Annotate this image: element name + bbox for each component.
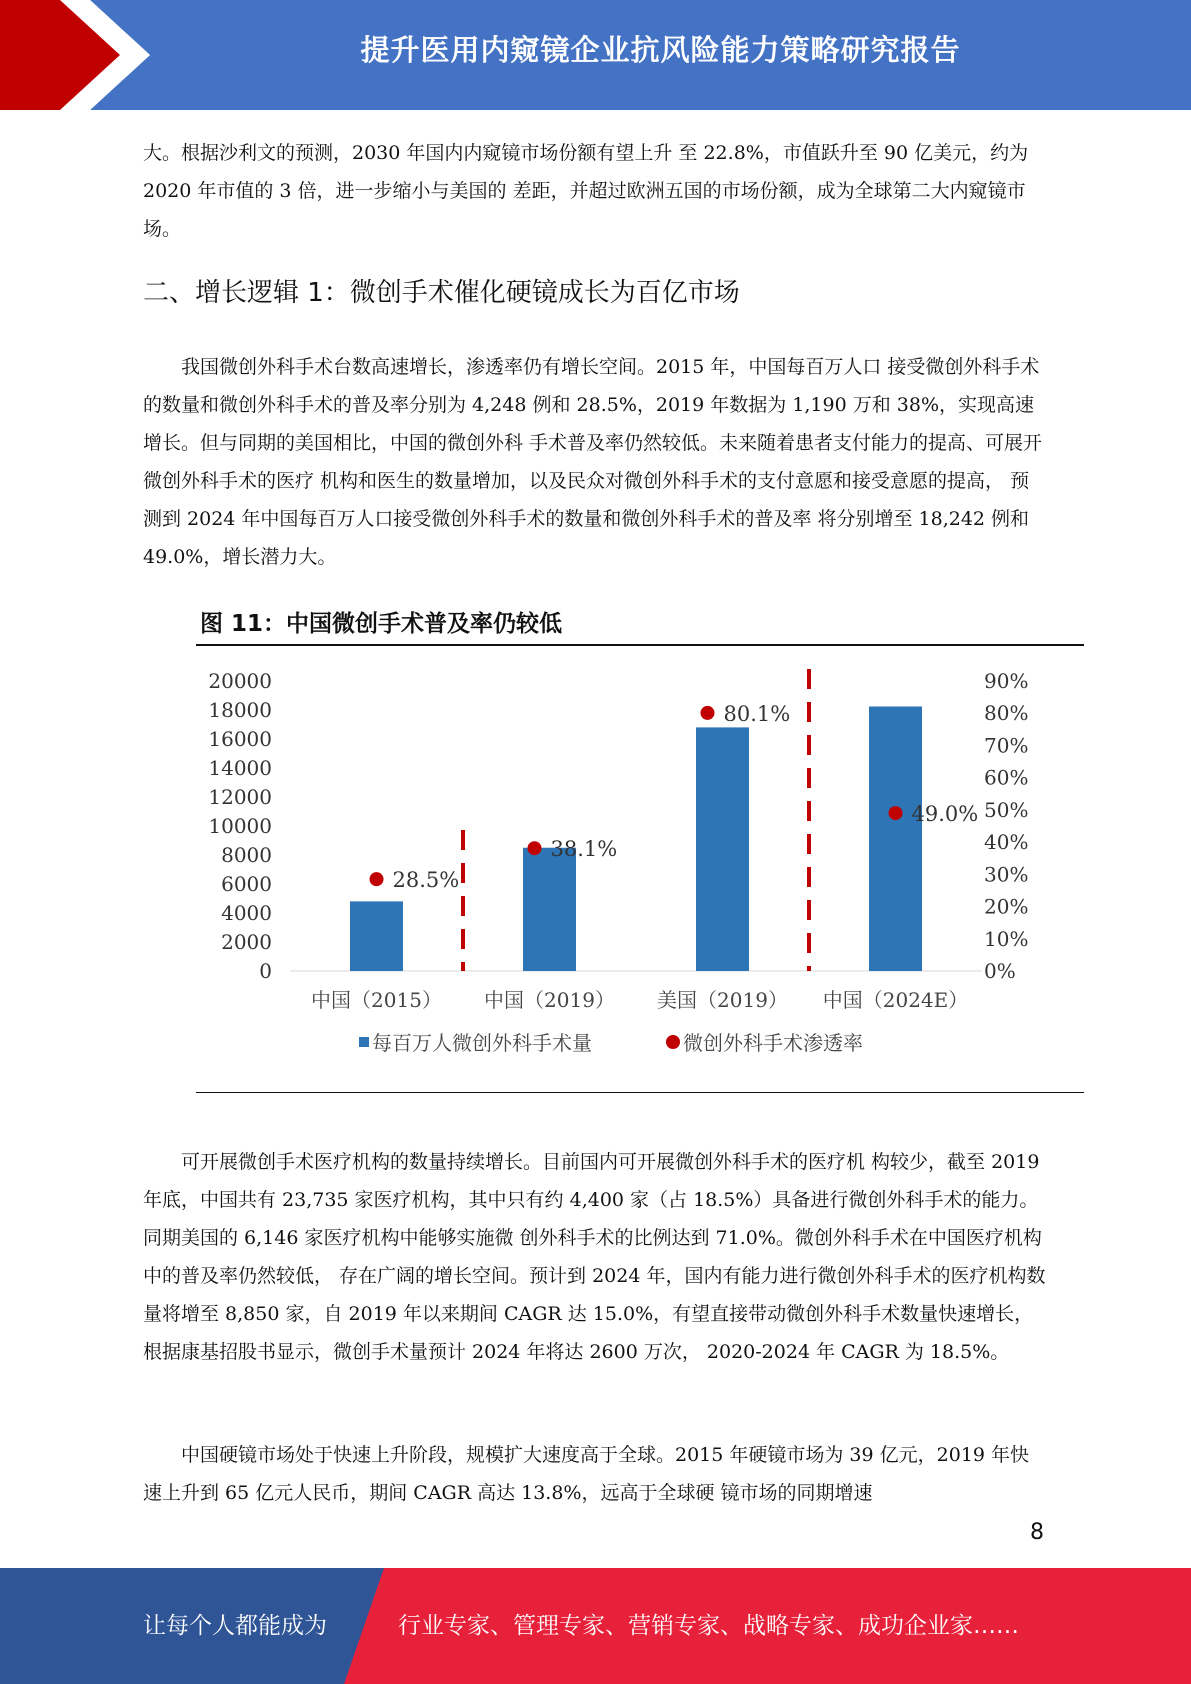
page-number: 8 — [1030, 1520, 1044, 1545]
penetration-point — [528, 841, 542, 855]
y2-tick-label: 20% — [984, 894, 1029, 919]
y2-tick-label: 0% — [984, 959, 1016, 983]
data-label: 80.1% — [723, 701, 791, 726]
y-tick-label: 6000 — [221, 872, 272, 896]
y-tick-label: 10000 — [208, 814, 272, 838]
legend-label: 微创外科手术渗透率 — [683, 1031, 863, 1055]
y-tick-label: 12000 — [208, 785, 272, 809]
figure-bottom-rule — [196, 1092, 1084, 1093]
paragraph-2: 我国微创外科手术台数高速增长，渗透率仍有增长空间。2015 年，中国每百万人口 接受微创外科手术的数量和微创外科手术的普及率分别为 4,248 例和 28.5%，2019 年数据为 1,190 万和 38%，实现高速增长。但与同期的美国相比，中国的微创外科 手术普及率仍然较低。未来随着患者支付能力的提高、可展开微创外科手术的医疗 机构和医生的数量增加，以及民众对微创外科手术的支付意愿和接受意愿的提高， 预测到 2024 年中国每百万人口接受微创外科手术的数量和微创外科手术的普及率 将分别增至 18,242 例和 49.0%，增长潜力大。 — [143, 356, 1043, 568]
y2-tick-label: 70% — [984, 733, 1029, 758]
x-tick-label: 中国（2019） — [484, 988, 615, 1012]
bar — [350, 901, 403, 971]
y2-tick-label: 40% — [984, 830, 1029, 855]
page-header — [0, 0, 1191, 110]
y-tick-label: 16000 — [208, 727, 272, 751]
data-label: 28.5% — [392, 868, 460, 893]
page-footer — [0, 1568, 1191, 1684]
paragraph-4: 中国硬镜市场处于快速上升阶段，规模扩大速度高于全球。2015 年硬镜市场为 39 亿元，2019 年快速上升到 65 亿元人民币，期间 CAGR 高达 13.8%，远高于全球硬 镜市场的同期增速 — [143, 1444, 1030, 1504]
y2-tick-label: 80% — [984, 701, 1029, 726]
penetration-point — [370, 872, 384, 886]
y-tick-label: 0 — [259, 959, 272, 983]
x-tick-label: 中国（2015） — [311, 988, 442, 1012]
y-tick-label: 8000 — [221, 843, 272, 867]
y-tick-label: 18000 — [208, 698, 272, 722]
bar — [869, 706, 922, 971]
y-tick-label: 14000 — [208, 756, 272, 780]
penetration-bar-chart — [196, 652, 1084, 1088]
figure-top-rule — [196, 644, 1084, 646]
penetration-point — [701, 706, 715, 720]
paragraph-1: 大。根据沙利文的预测，2030 年国内内窥镜市场份额有望上升 至 22.8%，市值跃升至 90 亿美元，约为 2020 年市值的 3 倍，进一步缩小与美国的 差距，并超过欧洲五国的市场份额，成为全球第二大内窥镜市场。 — [143, 142, 1029, 240]
footer-slogan-right: 行业专家、管理专家、营销专家、战略专家、成功企业家…… — [398, 1613, 1019, 1639]
paragraph-3: 可开展微创手术医疗机构的数量持续增长。目前国内可开展微创外科手术的医疗机 构较少，截至 2019 年底，中国共有 23,735 家医疗机构，其中只有约 4,400 家（占 18.5%）具备进行微创外科手术的能力。同期美国的 6,146 家医疗机构中能够实施微 创外科手术的比例达到 71.0%。微创外科手术在中国医疗机构中的普及率仍然较低， 存在广阔的增长空间。预计到 2024 年，国内有能力进行微创外科手术的医疗机构数 量将增至 8,850 家，自 2019 年以来期间 CAGR 达 15.0%，有望直接带动微创外科手术数量快速增长，根据康基招股书显示，微创手术量预计 2024 年将达 2600 万次， 2020-2024 年 CAGR 为 18.5%。 — [143, 1151, 1046, 1363]
x-tick-label: 美国（2019） — [657, 988, 788, 1012]
legend-swatch-bar — [359, 1037, 369, 1047]
figure-title: 图 11：中国微创手术普及率仍较低 — [200, 611, 563, 637]
legend-swatch-dot — [666, 1035, 680, 1049]
y2-tick-label: 30% — [984, 862, 1029, 887]
header-title: 提升医用内窥镜企业抗风险能力策略研究报告 — [360, 33, 961, 67]
bar — [696, 727, 749, 971]
y-tick-label: 2000 — [221, 930, 272, 954]
y-tick-label: 20000 — [208, 669, 272, 693]
y2-tick-label: 10% — [984, 926, 1029, 951]
x-tick-label: 中国（2024E） — [822, 988, 969, 1012]
y2-tick-label: 50% — [984, 797, 1029, 822]
data-label: 49.0% — [911, 802, 979, 827]
penetration-point — [889, 806, 903, 820]
legend-label: 每百万人微创外科手术量 — [372, 1031, 592, 1055]
y2-tick-label: 90% — [984, 669, 1029, 693]
data-label: 38.1% — [550, 837, 618, 862]
footer-slogan-left: 让每个人都能成为 — [143, 1613, 327, 1639]
bar — [523, 848, 576, 971]
section-heading: 二、增长逻辑 1：微创手术催化硬镜成长为百亿市场 — [143, 278, 740, 308]
y2-tick-label: 60% — [984, 765, 1029, 790]
y-tick-label: 4000 — [221, 901, 272, 925]
